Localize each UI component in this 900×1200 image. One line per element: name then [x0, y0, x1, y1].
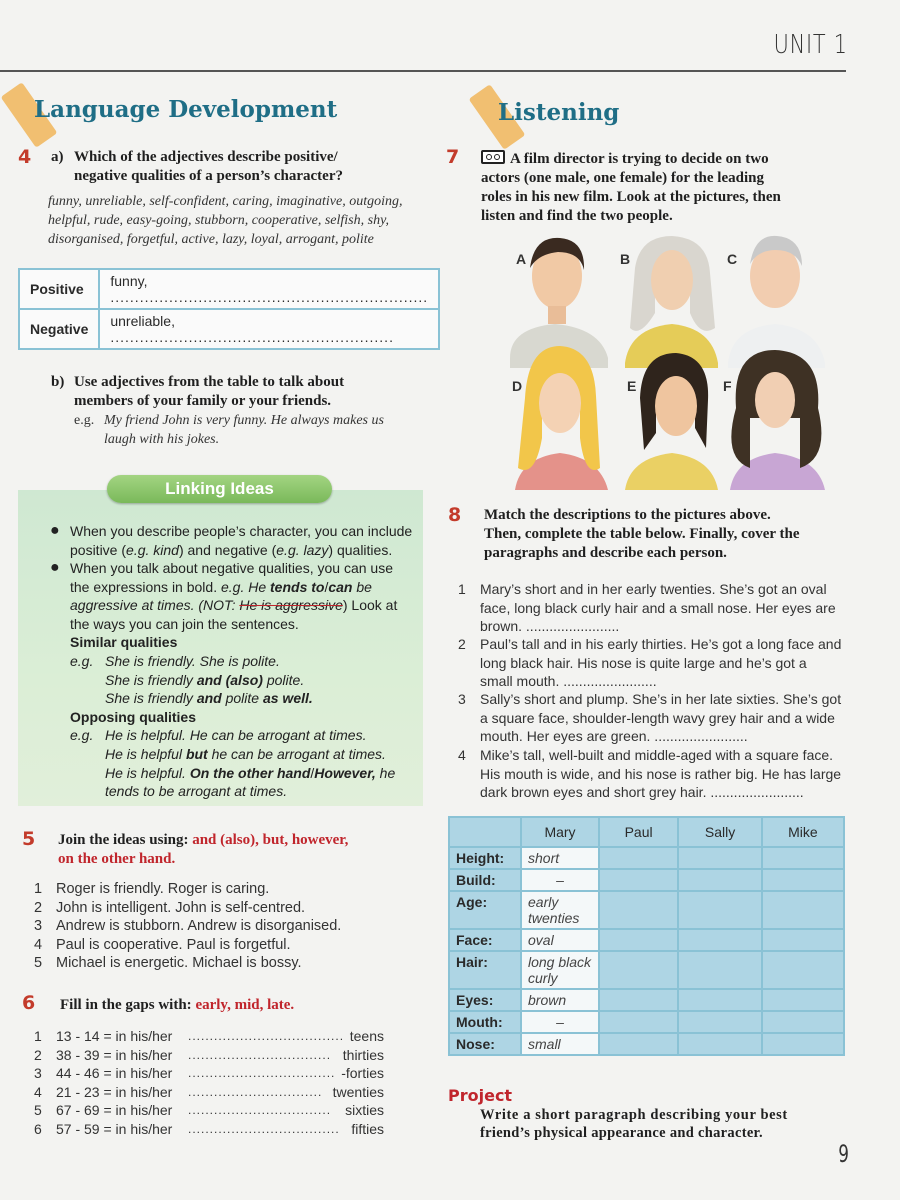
portrait-label-e: E	[627, 378, 637, 394]
linking-b1-line-2: positive (e.g. kind) and negative (e.g. lazy) qualities.	[70, 541, 393, 558]
linking-b1-line-1: When you describe people’s character, you can include	[70, 523, 413, 539]
exercise-6-number: 6	[22, 992, 36, 1014]
exercise-8-line-1: Match the descriptions to the pictures above.	[484, 507, 771, 523]
table-row: Face: oval	[449, 929, 844, 951]
portrait-label-c: C	[727, 251, 738, 267]
table-row	[19, 309, 439, 349]
positive-cell: funny, .................................................................	[99, 269, 439, 309]
opposing-eg-1: e.g. He is helpful. He can be arrogant at times.	[70, 727, 367, 744]
exercise-7-number: 7	[446, 146, 460, 168]
opposing-eg-4: tends to be arrogant at times.	[105, 783, 288, 800]
linking-b2-line-4: the ways you can join the sentences.	[70, 615, 299, 632]
table-row: Height: short	[449, 847, 844, 869]
exercise-4b-label: b)	[51, 374, 65, 390]
bullet-icon: ●	[50, 522, 60, 539]
description-2: 2 Paul’s tall and in his early thirties. He’s got a long face and long black hair. His nose is quite large and he’s got a small mouth. ........................	[458, 636, 842, 690]
table-row: Mouth: –	[449, 1011, 844, 1033]
list-item: 2 38 - 39 = in his/her ................................. thirties	[34, 1046, 384, 1063]
section-title-language: Language Development	[34, 96, 338, 123]
table-header-row	[449, 817, 844, 847]
table-row	[19, 269, 439, 309]
section-title-listening: Listening	[498, 99, 620, 126]
portrait-label-f: F	[723, 378, 732, 394]
cassette-icon	[481, 150, 505, 164]
unit-label: UNIT 1	[773, 30, 848, 60]
linking-bullet-1	[50, 522, 413, 559]
list-item: 4 21 - 23 = in his/her ............................... twenties	[34, 1083, 384, 1100]
negative-label: Negative	[19, 309, 99, 349]
negative-value: unreliable,	[110, 313, 175, 329]
example-line-2: laugh with his jokes.	[104, 432, 220, 447]
positive-label: Positive	[19, 269, 99, 309]
project-title: Project	[448, 1086, 513, 1105]
table-row: Hair: long black curly	[449, 951, 844, 989]
list-item: 2 John is intelligent. John is self-centred.	[34, 899, 306, 916]
portrait-f	[730, 350, 825, 490]
table-row: Eyes: brown	[449, 989, 844, 1011]
description-3: 3 Sally’s short and plump. She’s in her late sixties. She’s got a square face, shoulder-length wavy grey hair and a wide mouth. Her eyes are green. ........................	[458, 691, 842, 745]
portrait-label-b: B	[620, 251, 631, 267]
similar-eg-3: She is friendly and polite as well.	[105, 690, 313, 707]
portrait-b	[625, 236, 718, 368]
exercise-6-instruction: Fill in the gaps with: early, mid, late.	[60, 997, 295, 1013]
exercise-4a-line-1: Which of the adjectives describe positive/	[74, 149, 338, 165]
example-line-1: My friend John is very funny. He always makes us	[104, 413, 384, 428]
corner-cell	[449, 817, 521, 847]
list-item: 3 Andrew is stubborn. Andrew is disorganised.	[34, 918, 342, 935]
exercise-4a-line-2: negative qualities of a person’s character?	[74, 168, 343, 184]
page-number: 9	[838, 1140, 849, 1168]
column-header-mary: Mary	[521, 817, 599, 847]
table-row: Age: early twenties	[449, 891, 844, 929]
list-item: 5 67 - 69 = in his/her ................................. sixties	[34, 1102, 384, 1119]
exercise-8-number: 8	[448, 504, 462, 526]
adjective-list-line-3: disorganised, forgetful, active, lazy, loyal, arrogant, polite	[48, 232, 374, 247]
exercise-5-number: 5	[22, 828, 36, 850]
adjective-list-line-1: funny, unreliable, self-confident, caring, imaginative, outgoing,	[48, 194, 403, 209]
example-label: e.g.	[74, 413, 95, 428]
list-item: 4 Paul is cooperative. Paul is forgetful.	[34, 936, 291, 953]
column-header-paul: Paul	[599, 817, 678, 847]
column-header-mike: Mike	[762, 817, 844, 847]
descriptions-table	[448, 816, 845, 1056]
exercise-5-instruction-line-1: Join the ideas using: and (also), but, however,	[58, 832, 349, 848]
opposing-eg-3: He is helpful. On the other hand/However, he	[105, 764, 396, 781]
portraits-illustration	[500, 228, 840, 494]
project-line-2: friend’s physical appearance and character.	[480, 1125, 763, 1141]
portrait-label-d: D	[512, 378, 523, 394]
table-row: Nose: small	[449, 1033, 844, 1055]
adjective-list-line-2: helpful, rude, easy-going, stubborn, cooperative, selfish, shy,	[48, 213, 390, 228]
list-item: 5 Michael is energetic. Michael is bossy.	[34, 955, 302, 972]
list-item: 1 Roger is friendly. Roger is caring.	[34, 881, 270, 897]
list-item: 1 13 - 14 = in his/her .................................... teens	[34, 1028, 384, 1044]
opposing-qualities-heading: Opposing qualities	[70, 708, 197, 725]
similar-eg-2: She is friendly and (also) polite.	[105, 671, 305, 688]
exercise-4-number: 4	[18, 146, 32, 168]
header-rule	[0, 70, 846, 72]
similar-eg-1: e.g. She is friendly. She is polite.	[70, 652, 280, 669]
linking-b2-line-3: aggressive at times. (NOT: He is aggressive) Look at	[70, 597, 398, 614]
exercise-5-list	[34, 880, 341, 973]
opposing-eg-2: He is helpful but he can be arrogant at times.	[105, 745, 386, 762]
exercise-5-instruction-line-2: on the other hand.	[58, 851, 176, 867]
description-4: 4 Mike’s tall, well-built and middle-aged with a square face. His mouth is wide, and his nose is rather big. He has large dark brown eyes and short grey hair. ........................	[458, 747, 842, 801]
exercise-8-line-2: Then, complete the table below. Finally, cover the	[484, 526, 800, 542]
exercise-4b-line-2: members of your family or your friends.	[74, 393, 332, 409]
exercise-7-line-2: actors (one male, one female) for the leading	[481, 170, 764, 186]
linking-ideas-title: Linking Ideas	[107, 475, 332, 503]
list-item: 6 57 - 59 = in his/her ................................... fifties	[34, 1120, 384, 1137]
project-line-1: Write a short paragraph describing your best	[480, 1107, 788, 1123]
exercise-8-line-3: paragraphs and describe each person.	[484, 545, 727, 561]
linking-bullet-2	[50, 559, 415, 801]
portrait-label-a: A	[516, 251, 527, 267]
similar-qualities-heading: Similar qualities	[70, 634, 178, 651]
portrait-c	[728, 236, 825, 368]
exercise-4b-line-1: Use adjectives from the table to talk about	[74, 374, 345, 390]
exercise-4a-label: a)	[51, 149, 64, 165]
positive-value: funny,	[110, 273, 148, 289]
exercise-7-line-1: A film director is trying to decide on two	[510, 151, 769, 167]
linking-b2-line-1: When you talk about negative qualities, you can use	[70, 560, 393, 576]
negative-cell: unreliable, ..........................................................	[99, 309, 439, 349]
bullet-icon: ●	[50, 559, 60, 576]
table-row: Build: –	[449, 869, 844, 891]
exercise-7-line-4: listen and find the two people.	[481, 208, 673, 224]
positive-negative-table	[18, 268, 440, 350]
exercise-7-line-3: roles in his new film. Look at the pictures, then	[481, 189, 781, 205]
list-item: 3 44 - 46 = in his/her .................................. -forties	[34, 1065, 384, 1082]
description-1: 1 Mary’s short and in her early twenties. She’s got an oval face, long black curly hair and a small nose. Her eyes are brown. ........................	[458, 581, 836, 635]
exercise-6-list	[34, 1027, 384, 1139]
portrait-e	[625, 353, 718, 490]
column-header-sally: Sally	[678, 817, 762, 847]
linking-b2-line-2: the expressions in bold. e.g. He tends to/can be	[70, 578, 372, 595]
